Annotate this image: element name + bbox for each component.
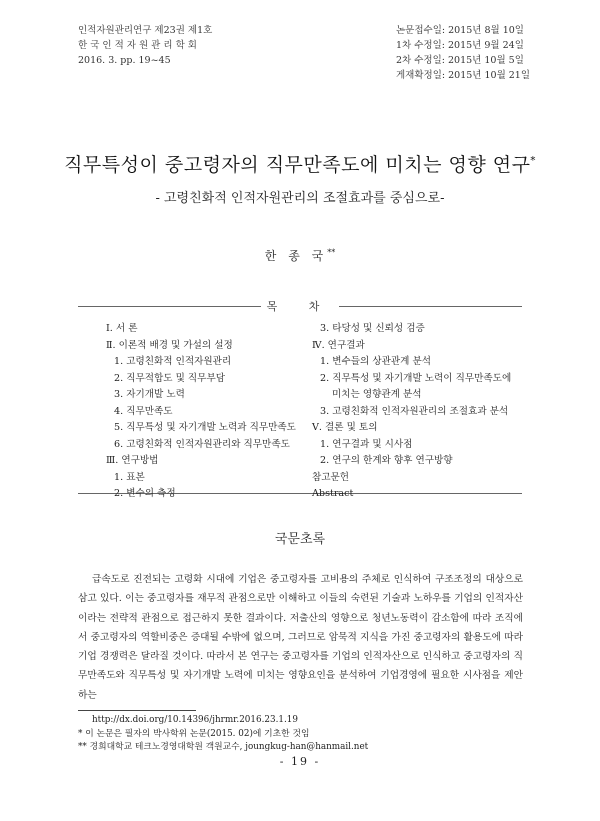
footnote-2: ** 경희대학교 테크노경영대학원 객원교수, joungkug-han@hanmail.net	[78, 742, 369, 752]
abstract-paragraph: 급속도로 진전되는 고령화 시대에 기업은 중고령자를 고비용의 주체로 인식하여 구조조정의 대상으로 삼고 있다. 이는 중고령자를 재무적 관점으로만 이해하고 이들의 숙련된 기술과 노하우를 기업의 인적자산이라는 전략적 관점으로 접근하지 못한 결과이다. 저출산의 영향으로 청년노동력이 감소함에 따라 조직에서 중고령자의 역할비중은 증대될 수밖에 없으며, 그러므로 암묵적 지식을 가진 중고령자의 활용도에 따라 기업 경쟁력은 달라질 것이다. 따라서 본 연구는 중고령자를 기업의 인적자산으로 인식하고 중고령자의 직무만족도와 직무특성 및 자기개발 노력에 미치는 영향요인을 분석하여 기업경영에 필요한 시사점을 제안하는	[78, 574, 523, 701]
issue-pages: 2016. 3. pp. 19~45	[78, 55, 171, 66]
toc-item: 2. 연구의 한계와 향후 연구방향	[320, 455, 453, 466]
toc-item: 2. 직무적합도 및 직무부담	[114, 372, 225, 384]
toc-item: Ⅰ. 서 론	[106, 323, 138, 334]
table-of-contents	[78, 300, 522, 499]
revision2-date: 2차 수정일: 2015년 10월 5일	[396, 55, 524, 66]
toc-right-column	[312, 321, 522, 503]
paper-subtitle: - 고령친화적 인적자원관리의 조절효과를 중심으로-	[155, 191, 445, 206]
toc-item: 1. 표본	[114, 471, 145, 483]
title-footnote-mark: *	[530, 155, 536, 167]
toc-item: 3. 자기개발 노력	[114, 389, 185, 400]
journal-name: 인적자원관리연구 제23권 제1호	[78, 25, 213, 36]
toc-item: 5. 직무특성 및 자기개발 노력과 직무만족도	[114, 422, 296, 433]
review-dates	[396, 23, 530, 83]
toc-item: Ⅴ. 결론 및 토의	[312, 422, 378, 433]
toc-item: 1. 변수들의 상관관계 분석	[320, 356, 431, 367]
author-name: 한 종 국	[264, 249, 328, 263]
toc-item: 2. 변수의 측정	[114, 488, 176, 499]
journal-info	[78, 23, 212, 68]
toc-item: 1. 연구결과 및 시사점	[320, 438, 413, 450]
author-footnote-mark: **	[327, 248, 336, 257]
footnote-divider	[78, 710, 196, 711]
paper-title	[0, 150, 600, 177]
footnotes	[78, 714, 368, 755]
toc-item: 참고문헌	[312, 471, 350, 483]
doi-link[interactable]: http://dx.doi.org/10.14396/jhrmr.2016.23.1.19	[92, 715, 298, 725]
revision1-date: 1차 수정일: 2015년 9월 24일	[396, 40, 524, 51]
title-text: 직무특성이 중고령자의 직무만족도에 미치는 영향 연구	[64, 154, 531, 176]
accepted-date: 게재확정일: 2015년 10월 21일	[396, 70, 531, 81]
page-number: - 19 -	[279, 755, 321, 768]
society-name: 한 국 인 적 자 원 관 리 학 회	[78, 40, 197, 51]
toc-item: Abstract	[312, 488, 354, 499]
toc-item: 1. 고령친화적 인적자원관리	[114, 356, 232, 367]
toc-item: 6. 고령친화적 인적자원관리와 직무만족도	[114, 438, 290, 450]
toc-item: Ⅱ. 이론적 배경 및 가설의 설정	[106, 339, 233, 351]
toc-left-column	[106, 321, 296, 503]
toc-item: Ⅳ. 연구결과	[312, 339, 365, 351]
toc-item: Ⅲ. 연구방법	[106, 455, 159, 466]
footnote-1: * 이 논문은 필자의 박사학위 논문(2015. 02)에 기초한 것임	[78, 728, 310, 739]
received-date: 논문접수일: 2015년 8월 10일	[396, 25, 524, 36]
abstract-body	[78, 570, 523, 705]
toc-heading: 목 차	[261, 300, 340, 313]
toc-item: 3. 고령친화적 인적자원관리의 조절효과 분석	[320, 405, 509, 417]
toc-item: 4. 직무만족도	[114, 405, 173, 417]
author-line	[0, 247, 600, 264]
toc-item: 3. 타당성 및 신뢰성 검증	[320, 323, 425, 334]
abstract-heading: 국문초록	[274, 532, 326, 547]
toc-item: 미치는 영향관계 분석	[332, 389, 422, 400]
toc-item: 2. 직무특성 및 자기개발 노력이 직무만족도에	[320, 372, 512, 384]
